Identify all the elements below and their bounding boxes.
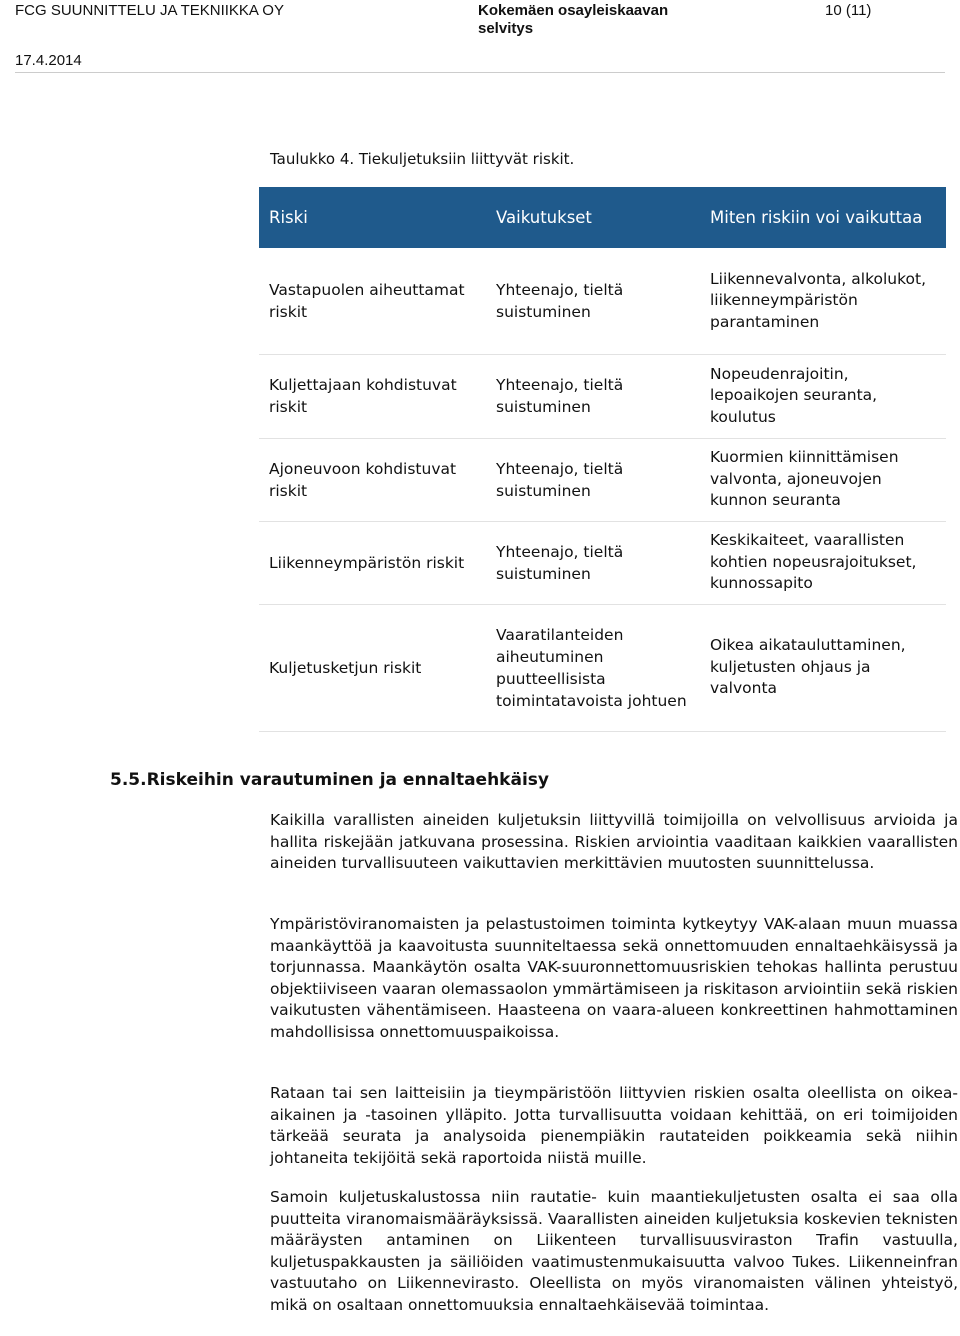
document-date: 17.4.2014 xyxy=(15,52,82,69)
page-number: 10 (11) xyxy=(825,2,872,19)
company-name: FCG SUUNNITTELU JA TEKNIIKKA OY xyxy=(15,2,284,19)
cell-effects: Yhteenajo, tieltä suistuminen xyxy=(486,354,700,438)
document-title: Kokemäen osayleiskaavan selvitys xyxy=(478,2,669,37)
cell-risk: Ajoneuvoon kohdistuvat riskit xyxy=(259,438,486,521)
table-row xyxy=(259,604,946,731)
cell-effects: Yhteenajo, tieltä suistuminen xyxy=(486,248,700,354)
cell-mitigation: Liikennevalvonta, alkolukot, liikenneympäristön parantaminen xyxy=(700,248,946,354)
cell-mitigation: Oikea aikatauluttaminen, kuljetusten ohjaus ja valvonta xyxy=(700,604,946,731)
column-header-effects: Vaikutukset xyxy=(486,187,700,248)
table-row xyxy=(259,248,946,354)
table-row xyxy=(259,354,946,438)
paragraph: Samoin kuljetuskalustossa niin rautatie- kuin maantiekuljetusten osalta ei saa olla puutteita viranomaismääräyksissä. Vaarallisten aineiden kuljetuksia koskevien teknisten määräysten antaminen on Liikenteen turvallisuusviraston Trafin vastuulla, kuljetuspakkausten ja säiliöiden vaatimustenmukaisuutta valvoo Tukes. Liikenneinfran vastuutaho on Liikennevirasto. Oleellista on myös viranomaisten välinen yhteistyö, mikä on osaltaan onnettomuuksia ennaltaehkäisevää toimintaa. xyxy=(270,1188,958,1314)
table-row xyxy=(259,438,946,521)
cell-risk: Kuljetusketjun riskit xyxy=(259,604,486,731)
column-header-mitigation: Miten riskiin voi vaikuttaa xyxy=(700,187,946,248)
table-caption: Taulukko 4. Tiekuljetuksiin liittyvät riskit. xyxy=(270,150,575,168)
section-heading: 5.5.Riskeihin varautuminen ja ennaltaehkäisy xyxy=(110,770,549,790)
cell-risk: Vastapuolen aiheuttamat riskit xyxy=(259,248,486,354)
cell-effects: Vaaratilanteiden aiheutuminen puutteellisista toimintatavoista johtuen xyxy=(486,604,700,731)
column-header-risk: Riski xyxy=(259,187,486,248)
table-row xyxy=(259,521,946,604)
cell-effects: Yhteenajo, tieltä suistuminen xyxy=(486,521,700,604)
cell-effects: Yhteenajo, tieltä suistuminen xyxy=(486,438,700,521)
paragraph: Kaikilla varallisten aineiden kuljetuksin liittyvillä toimijoilla on velvollisuus arvioida ja hallita riskejään jatkuvana prosessina. Riskien arviointia vaaditaan kaikkien vaarallisten aineiden turvallisuuteen vaikuttavien merkittävien muutosten suunnittelussa. xyxy=(270,811,958,873)
paragraph: Ympäristöviranomaisten ja pelastustoimen toiminta kytkeytyy VAK-alaan muun muassa maankäyttöä ja kaavoitusta suunniteltaessa sekä onnettomuuden ennaltaehkäisyssä ja torjunnassa. Maankäytön osalta VAK-suuronnettomuusriskien tehokas hallinta perustuu objektiiviseen vaaran olemassaolon ymmärtämiseen ja riskitason arviointiin sekä riskien vaikutusten vähentämiseen. Haasteena on vaara-alueen konkreettinen hahmottaminen mahdollisissa onnettomuuspaikoissa. xyxy=(270,915,958,1041)
cell-risk: Liikenneympäristön riskit xyxy=(259,521,486,604)
paragraph: Rataan tai sen laitteisiin ja tieympäristöön liittyvien riskien osalta oleellista on oikea-aikainen ja -tasoinen ylläpito. Jotta turvallisuutta voidaan kehittää, on eri toimijoiden tärkeää seurata ja analysoida pienempiäkin rautateiden poikkeamia sekä niihin johtaneita tekijöitä sekä raportoida niistä muille. xyxy=(270,1084,958,1167)
table-header-row xyxy=(259,187,946,248)
cell-risk: Kuljettajaan kohdistuvat riskit xyxy=(259,354,486,438)
cell-mitigation: Kuormien kiinnittämisen valvonta, ajoneuvojen kunnon seuranta xyxy=(700,438,946,521)
page-header xyxy=(0,0,960,80)
risk-table xyxy=(259,187,946,732)
cell-mitigation: Keskikaiteet, vaarallisten kohtien nopeusrajoitukset, kunnossapito xyxy=(700,521,946,604)
header-divider xyxy=(15,72,945,73)
cell-mitigation: Nopeudenrajoitin, lepoaikojen seuranta, koulutus xyxy=(700,354,946,438)
